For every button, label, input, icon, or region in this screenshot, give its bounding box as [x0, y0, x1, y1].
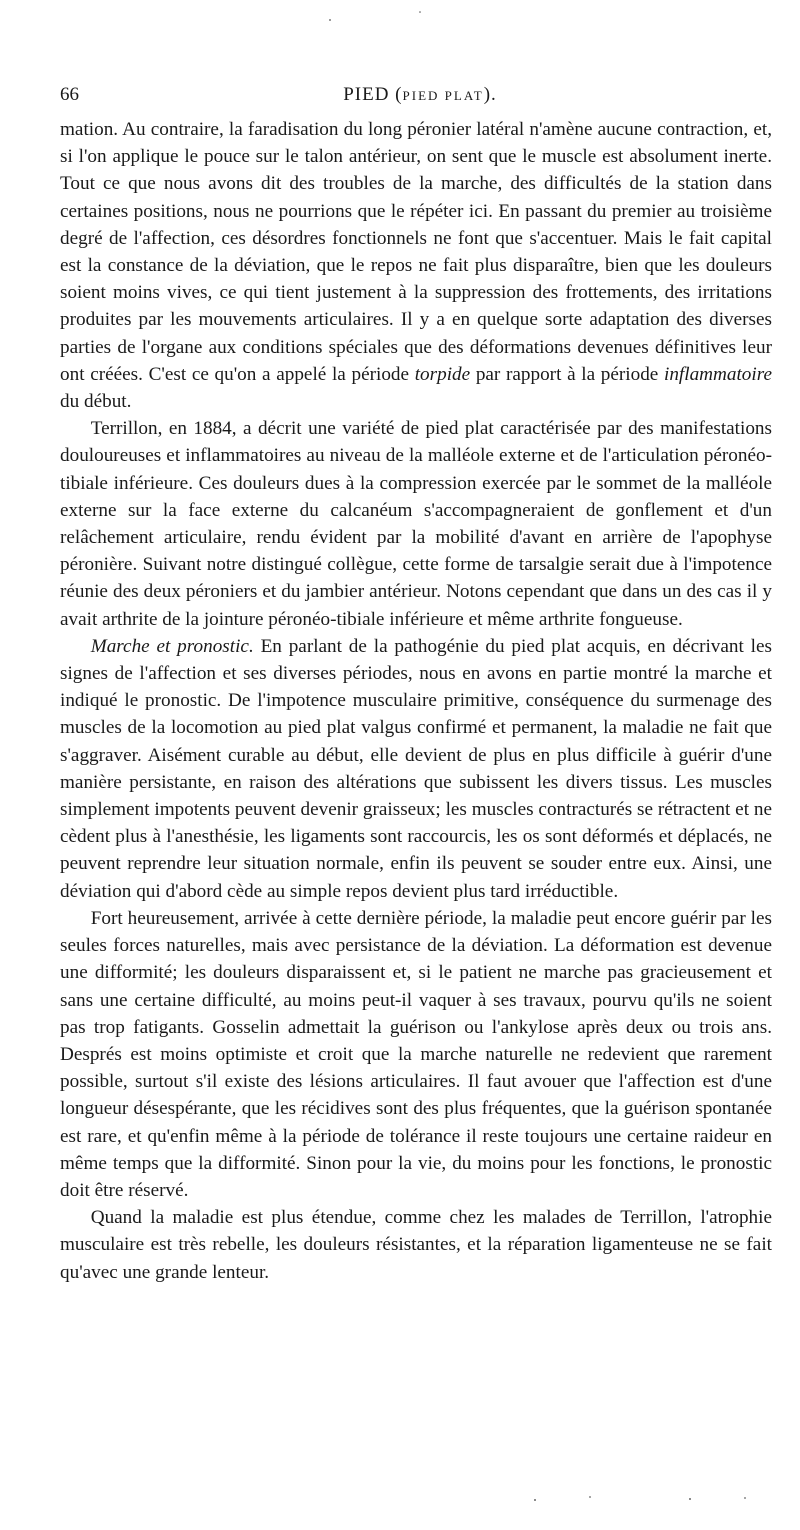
- paragraph-terrillon: Terrillon, en 1884, a décrit une variété de pied plat caractérisée par des manifestations douloureuses et inflammatoires au niveau de la malléole externe et de l'articulation péronéo-tibiale inférieure. Ces douleurs dues à la compression exercée par le sommet de la malléole externe sur la face externe du calcanéum s'accompagneraient de gonflement et d'un relâchement articulaire, rendu évident par la mobilité d'avant en arrière de l'apophyse péronière. Suivant notre distingué collègue, cette forme de tarsalgie serait due à l'impotence réunie des deux péroniers et du jambier antérieur. Notons cependant que dans un des cas il y avait arthrite de la jointure péronéo-tibiale inférieure et même arthrite fongueuse.: [60, 418, 772, 630]
- term-inflammatoire: inflammatoire: [663, 363, 772, 385]
- paragraph-1-mid: par rapport à la période: [470, 363, 664, 385]
- running-head: [60, 84, 780, 106]
- page-number: 66: [60, 84, 79, 105]
- running-head-end: ).: [483, 84, 497, 105]
- paragraph-3-text: En parlant de la pathogénie du pied plat acquis, en décrivant les signes de l'affection et ses diverses périodes, nous en avons en partie montré la marche et indiqué le pronostic. De l'impotence musculaire primitive, conséquence du surmenage des muscles de la locomotion au pied plat valgus confirmé et permanent, la maladie ne fait que s'aggraver. Aisément curable au début, elle devient de plus en plus difficile à guérir d'une manière persistante, en raison des altérations que subissent les divers tissus. Les muscles simplement impotents peuvent devenir graisseux; les muscles contracturés se rétractent et ne cèdent plus à l'anesthésie, les ligaments sont raccourcis, les os sont déformés et déplacés, ne peuvent reprendre leur situation normale, enfin ils peuvent se souder entre eux. Ainsi, une déviation qui d'abord cède au simple repos devient plus tard irréductible.: [60, 635, 772, 902]
- body-text: [60, 116, 772, 1286]
- running-head-small-caps: PIED PLAT: [402, 88, 484, 103]
- paragraph-fort-heureusement: Fort heureusement, arrivée à cette dernière période, la maladie peut encore guérir par les seules forces naturelles, mais avec persistance de la déviation. La déformation est devenue une difformité; les douleurs disparaissent et, si le patient ne marche pas gracieusement et sans une certaine difficulté, au moins peut-il vaquer à ses travaux, pourvu qu'ils ne soient pas trop fatigants. Gosselin admettait la guérison ou l'ankylose après deux ou trois ans. Després est moins optimiste et croit que la marche naturelle ne redevient que rarement possible, surtout s'il existe des lésions articulaires. Il faut avouer que l'affection est d'une longueur désespérante, que les récidives sont des plus fréquentes, que la guérison spontanée est rare, et qu'enfin même à la période de tolérance il reste toujours une certaine raideur en même temps que la difformité. Sinon pour la vie, du moins pour les fonctions, le pronostic doit être réservé.: [60, 907, 772, 1201]
- paragraph-continuation: [60, 116, 772, 415]
- running-head-main: PIED (: [343, 84, 403, 105]
- section-heading-marche-pronostic: Marche et pronostic.: [90, 635, 254, 657]
- page-header: [60, 84, 780, 114]
- paragraph-marche-pronostic: [60, 633, 772, 905]
- paragraph-quand-la-maladie: Quand la maladie est plus étendue, comme chez les malades de Terrillon, l'atrophie musculaire est très rebelle, les douleurs résistantes, et la réparation ligamenteuse ne se fait qu'avec une grande lenteur.: [60, 1207, 772, 1283]
- paragraph-1-text: mation. Au contraire, la faradisation du long péronier latéral n'amène aucune contraction, et, si l'on applique le pouce sur le talon antérieur, on sent que le muscle est absolument inerte. Tout ce que nous avons dit des troubles de la marche, des difficultés de la station dans certaines positions, nous ne pourrions que le répéter ici. En passant du premier au troisième degré de l'affection, ces désordres fonctionnels ne font que s'accentuer. Mais le fait capital est la constance de la déviation, que le repos ne fait plus disparaître, bien que les douleurs soient moins vives, ce qui tient justement à la suppression des frottements, des irritations produites par les mouvements articulaires. Il y a en quelque sorte adaptation des diverses parties de l'organe aux conditions spéciales que des déformations devenues définitives leur ont créées. C'est ce qu'on a appelé la période: [60, 119, 772, 385]
- paragraph-1-end: du début.: [60, 391, 132, 413]
- term-torpide: torpide: [414, 363, 471, 385]
